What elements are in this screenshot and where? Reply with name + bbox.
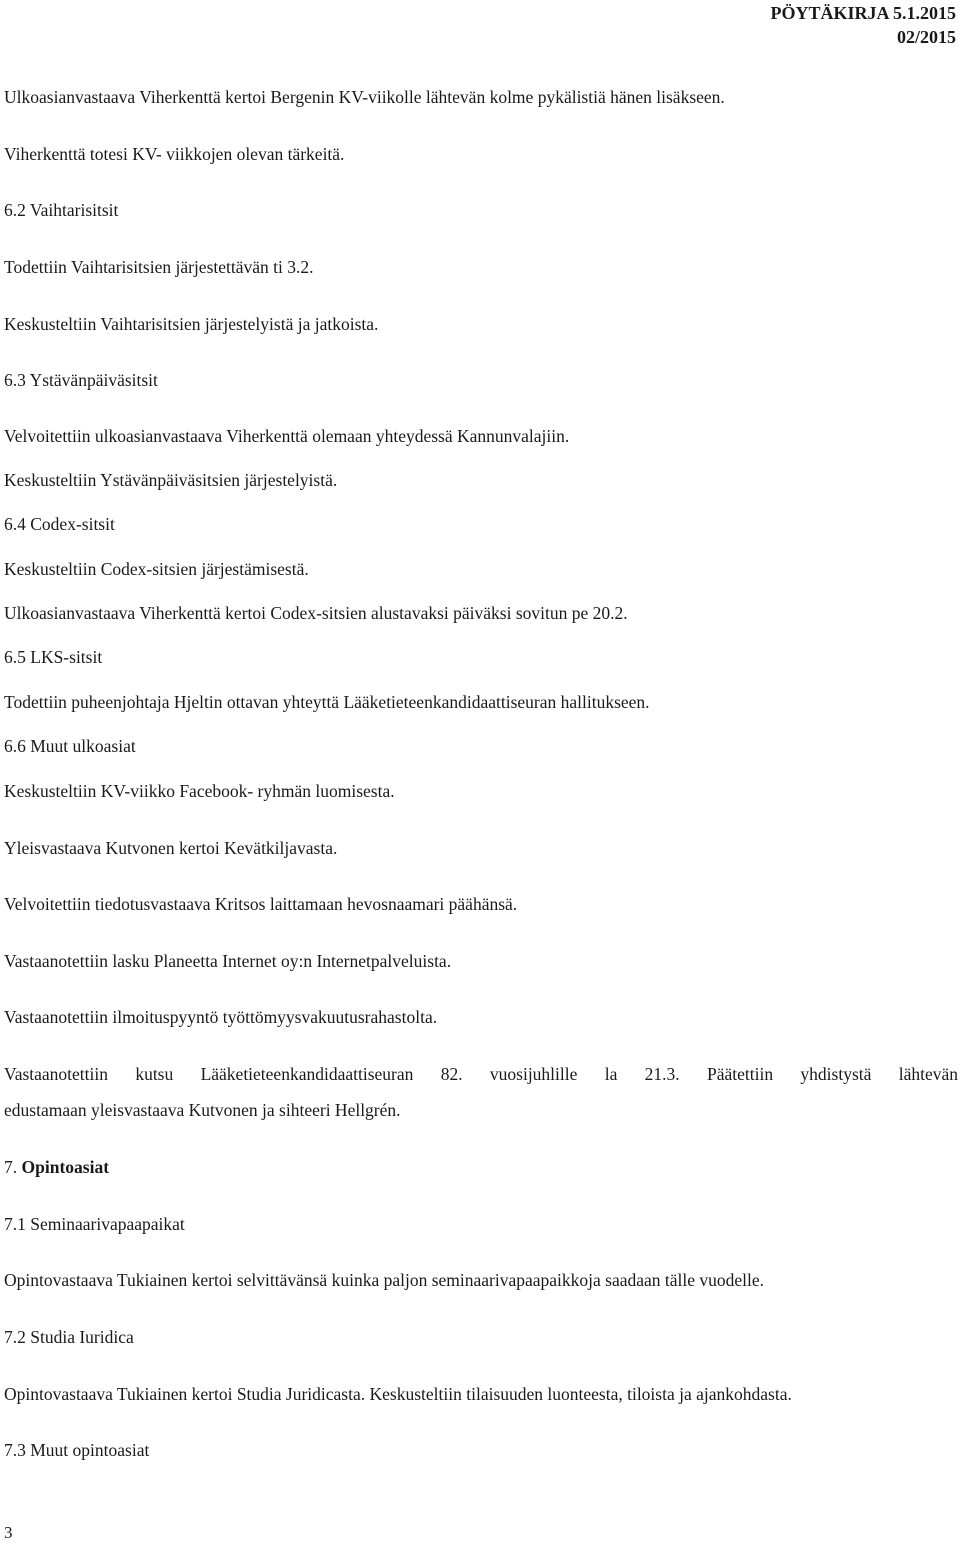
section-heading-7-3: 7.3 Muut opintoasiat <box>4 1440 150 1460</box>
text-line: Keskusteltiin Ystävänpäiväsitsien järjestelyistä. <box>4 470 338 490</box>
text-line: Keskusteltiin Vaihtarisitsien järjestelyistä ja jatkoista. <box>4 314 379 334</box>
invitation-paragraph <box>4 1063 958 1121</box>
header-number: 02/2015 <box>896 27 956 47</box>
text-line: Vastaanotettiin kutsu Lääketieteenkandidaattiseuran 82. vuosijuhlille la 21.3. Päätettiin yhdistystä lähtevän <box>4 1064 958 1084</box>
text-line: Todettiin Vaihtarisitsien järjestettävän ti 3.2. <box>4 257 314 277</box>
section-heading-6-2: 6.2 Vaihtarisitsit <box>4 200 119 220</box>
text-line: edustamaan yleisvastaava Kutvonen ja sihteeri Hellgrén. <box>4 1100 401 1120</box>
text-line: Vastaanotettiin lasku Planeetta Internet oy:n Internetpalveluista. <box>4 951 452 971</box>
header-title: PÖYTÄKIRJA 5.1.2015 <box>770 3 956 23</box>
text-line: Opintovastaava Tukiainen kertoi selvittävänsä kuinka paljon seminaarivapaapaikkoja saadaan tälle vuodelle. <box>4 1270 765 1290</box>
section-heading-7-1: 7.1 Seminaarivapaapaikat <box>4 1214 185 1234</box>
text-line: Keskusteltiin KV-viikko Facebook- ryhmän luomisesta. <box>4 781 395 801</box>
text-line: Velvoitettiin ulkoasianvastaava Viherkenttä olemaan yhteydessä Kannunvalajiin. <box>4 426 570 446</box>
text-line: Velvoitettiin tiedotusvastaava Kritsos laittamaan hevosnaamari päähänsä. <box>4 894 518 914</box>
text-line: Viherkenttä totesi KV- viikkojen olevan tärkeitä. <box>4 144 345 164</box>
section-heading-6-3: 6.3 Ystävänpäiväsitsit <box>4 370 158 390</box>
section-heading-6-5: 6.5 LKS-sitsit <box>4 647 103 667</box>
section-title: Opintoasiat <box>21 1157 110 1177</box>
section-heading-6-6: 6.6 Muut ulkoasiat <box>4 736 136 756</box>
page-number: 3 <box>4 1523 13 1542</box>
text-line: Yleisvastaava Kutvonen kertoi Kevätkiljavasta. <box>4 838 338 858</box>
section-heading-6-4: 6.4 Codex-sitsit <box>4 514 115 534</box>
text-line: Ulkoasianvastaava Viherkenttä kertoi Bergenin KV-viikolle lähtevän kolme pykälistiä hänen lisäkseen. <box>4 87 725 107</box>
section-heading-7 <box>4 1156 109 1178</box>
section-heading-7-2: 7.2 Studia Iuridica <box>4 1327 134 1347</box>
text-line: Todettiin puheenjohtaja Hjeltin ottavan yhteyttä Lääketieteenkandidaattiseuran hallitukseen. <box>4 692 650 712</box>
text-line: Vastaanotettiin ilmoituspyyntö työttömyysvakuutusrahastolta. <box>4 1007 438 1027</box>
text-line: Ulkoasianvastaava Viherkenttä kertoi Codex-sitsien alustavaksi päiväksi sovitun pe 20.2. <box>4 603 628 623</box>
text-line: Opintovastaava Tukiainen kertoi Studia Juridicasta. Keskusteltiin tilaisuuden luonteesta, tiloista ja ajankohdasta. <box>4 1384 792 1404</box>
text-line: Keskusteltiin Codex-sitsien järjestämisestä. <box>4 559 309 579</box>
section-number: 7. <box>4 1157 18 1177</box>
